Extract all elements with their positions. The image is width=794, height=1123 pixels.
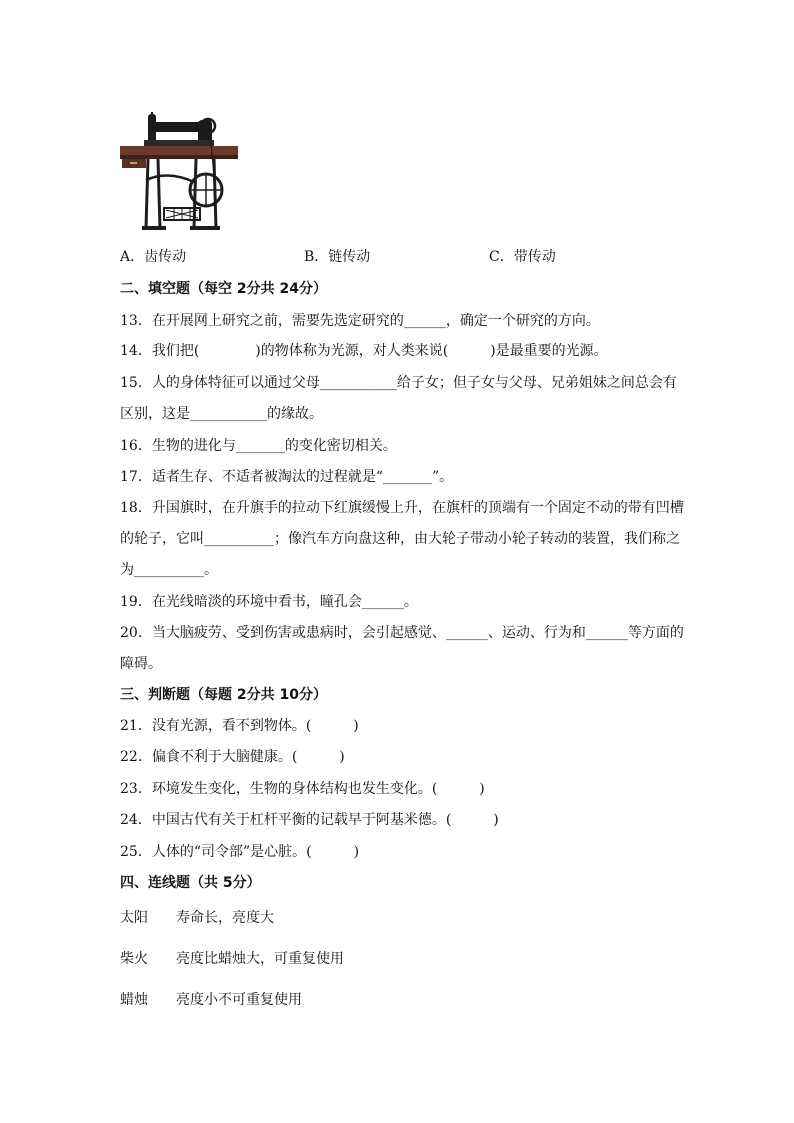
match-right-1: 寿命长，亮度大 bbox=[176, 910, 274, 926]
question-13: 13．在开展网上研究之前，需要先选定研究的______，确定一个研究的方向。 bbox=[120, 313, 600, 329]
question-22: 22．偏食不利于大脑健康。( ) bbox=[120, 749, 345, 765]
question-25: 25．人体的“司令部”是心脏。( ) bbox=[120, 844, 360, 860]
match-left-firewood: 柴火 bbox=[120, 951, 148, 967]
option-a: A．齿传动 bbox=[120, 249, 187, 265]
question-20-line2: 障碍。 bbox=[120, 656, 162, 672]
judgment-heading: 三、判断题（每题 2分共 10分） bbox=[120, 687, 327, 703]
question-15-line2: 区别，这是___________的缘故。 bbox=[120, 406, 323, 422]
option-b: B．链传动 bbox=[304, 249, 371, 265]
question-18-line1: 18．升国旗时，在升旗手的拉动下红旗缓慢上升，在旗杆的顶端有一个固定不动的带有凹槽 bbox=[120, 500, 684, 516]
match-left-candle: 蜡烛 bbox=[120, 992, 148, 1008]
question-23: 23．环境发生变化，生物的身体结构也发生变化。( ) bbox=[120, 781, 485, 797]
question-16: 16．生物的进化与_______的变化密切相关。 bbox=[120, 438, 397, 454]
sewing-machine-icon bbox=[118, 110, 240, 234]
question-20-line1: 20．当大脑疲劳、受到伤害或患病时，会引起感觉、______、运动、行为和______等方面的 bbox=[120, 625, 684, 641]
option-c: C．带传动 bbox=[489, 249, 556, 265]
question-19: 19．在光线暗淡的环境中看书，瞳孔会______。 bbox=[120, 594, 418, 610]
match-right-2: 亮度比蜡烛大，可重复使用 bbox=[176, 951, 344, 967]
question-15-line1: 15．人的身体特征可以通过父母___________给子女；但子女与父母、兄弟姐妹之间总会有 bbox=[120, 375, 677, 391]
question-14: 14．我们把( )的物体称为光源，对人类来说( )是最重要的光源。 bbox=[120, 343, 608, 359]
question-18-line3: 为__________。 bbox=[120, 562, 218, 578]
matching-heading: 四、连线题（共 5分） bbox=[120, 875, 261, 891]
fill-in-heading: 二、填空题（每空 2分共 24分） bbox=[120, 281, 327, 297]
question-18-line2: 的轮子，它叫__________；像汽车方向盘这种，由大轮子带动小轮子转动的装置，我们称之 bbox=[120, 531, 680, 547]
question-24: 24．中国古代有关于杠杆平衡的记载早于阿基米德。( ) bbox=[120, 812, 499, 828]
match-right-3: 亮度小不可重复使用 bbox=[176, 992, 302, 1008]
question-21: 21．没有光源，看不到物体。( ) bbox=[120, 718, 359, 734]
match-left-sun: 太阳 bbox=[120, 910, 148, 926]
question-17: 17．适者生存、不适者被淘汰的过程就是“_______”。 bbox=[120, 469, 454, 485]
sewing-machine-image bbox=[118, 110, 240, 234]
